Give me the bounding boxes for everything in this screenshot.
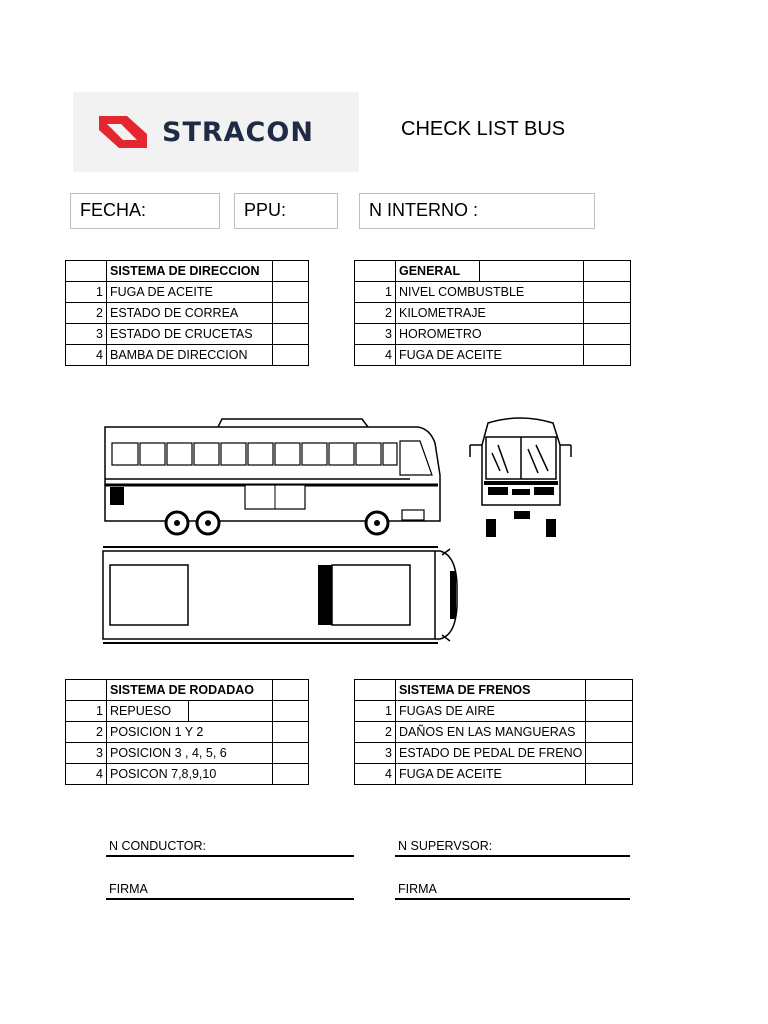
table-row: 2 KILOMETRAJE bbox=[355, 303, 631, 324]
table-row: 2 POSICION 1 Y 2 bbox=[66, 722, 309, 743]
table-row: 4 BAMBA DE DIRECCION bbox=[66, 345, 309, 366]
table-row: 2 DAÑOS EN LAS MANGUERAS bbox=[355, 722, 633, 743]
table-header-row bbox=[66, 261, 309, 282]
page-title: CHECK LIST BUS bbox=[401, 118, 566, 140]
bus-side-view-icon bbox=[100, 415, 445, 540]
fecha-label: FECHA: bbox=[80, 200, 147, 220]
check-cell[interactable] bbox=[273, 324, 309, 345]
interno-label: N INTERNO : bbox=[369, 200, 479, 220]
check-cell[interactable] bbox=[586, 743, 633, 764]
interno-field[interactable] bbox=[359, 193, 595, 229]
check-cell[interactable] bbox=[586, 680, 633, 701]
table-row: 2 ESTADO DE CORREA bbox=[66, 303, 309, 324]
check-cell[interactable] bbox=[584, 303, 631, 324]
check-cell[interactable] bbox=[273, 743, 309, 764]
conductor-line[interactable] bbox=[106, 855, 354, 857]
check-cell[interactable] bbox=[586, 764, 633, 785]
table-row: 3 HOROMETRO bbox=[355, 324, 631, 345]
check-cell[interactable] bbox=[273, 345, 309, 366]
table-rodadao bbox=[65, 679, 309, 785]
check-cell[interactable] bbox=[273, 764, 309, 785]
table-header-row bbox=[355, 680, 633, 701]
table-frenos bbox=[354, 679, 633, 785]
firma-supervisor-label: FIRMA bbox=[398, 882, 437, 896]
check-cell[interactable] bbox=[273, 282, 309, 303]
ppu-label: PPU: bbox=[244, 200, 287, 220]
ppu-field[interactable] bbox=[234, 193, 338, 229]
table-title: SISTEMA DE RODADAO bbox=[107, 680, 273, 701]
supervisor-label: N SUPERVSOR: bbox=[398, 839, 493, 853]
check-cell[interactable] bbox=[273, 722, 309, 743]
table-row: 3 POSICION 3 , 4, 5, 6 bbox=[66, 743, 309, 764]
check-cell[interactable] bbox=[586, 722, 633, 743]
firma-supervisor-line[interactable] bbox=[395, 898, 630, 900]
check-cell[interactable] bbox=[273, 303, 309, 324]
firma-conductor-line[interactable] bbox=[106, 898, 354, 900]
table-row: 3 ESTADO DE CRUCETAS bbox=[66, 324, 309, 345]
table-row: 1 REPUESO bbox=[66, 701, 309, 722]
table-row: 1 NIVEL COMBUSTBLE bbox=[355, 282, 631, 303]
check-cell[interactable] bbox=[584, 261, 631, 282]
table-row: 3 ESTADO DE PEDAL DE FRENO bbox=[355, 743, 633, 764]
table-row: 1 FUGA DE ACEITE bbox=[66, 282, 309, 303]
table-row: 4 POSICON 7,8,9,10 bbox=[66, 764, 309, 785]
conductor-label: N CONDUCTOR: bbox=[109, 839, 206, 853]
check-cell[interactable] bbox=[586, 701, 633, 722]
check-cell[interactable] bbox=[273, 701, 309, 722]
table-header-row bbox=[355, 261, 631, 282]
check-cell[interactable] bbox=[584, 282, 631, 303]
firma-conductor-label: FIRMA bbox=[109, 882, 148, 896]
bus-top-view-icon bbox=[100, 545, 462, 645]
table-header-row bbox=[66, 680, 309, 701]
supervisor-line[interactable] bbox=[395, 855, 630, 857]
stracon-logo-mark-icon bbox=[97, 114, 149, 150]
table-title: GENERAL bbox=[396, 261, 480, 282]
table-direccion bbox=[65, 260, 309, 366]
logo-text: STRACON bbox=[162, 117, 314, 148]
table-row: 4 FUGA DE ACEITE bbox=[355, 345, 631, 366]
check-cell[interactable] bbox=[584, 345, 631, 366]
bus-front-view-icon bbox=[468, 415, 573, 543]
table-title: SISTEMA DE FRENOS bbox=[396, 680, 586, 701]
table-title: SISTEMA DE DIRECCION bbox=[107, 261, 273, 282]
fecha-field[interactable] bbox=[70, 193, 220, 229]
check-cell[interactable] bbox=[273, 261, 309, 282]
check-cell[interactable] bbox=[273, 680, 309, 701]
table-row: 1 FUGAS DE AIRE bbox=[355, 701, 633, 722]
check-cell[interactable] bbox=[584, 324, 631, 345]
table-row: 4 FUGA DE ACEITE bbox=[355, 764, 633, 785]
table-general bbox=[354, 260, 631, 366]
